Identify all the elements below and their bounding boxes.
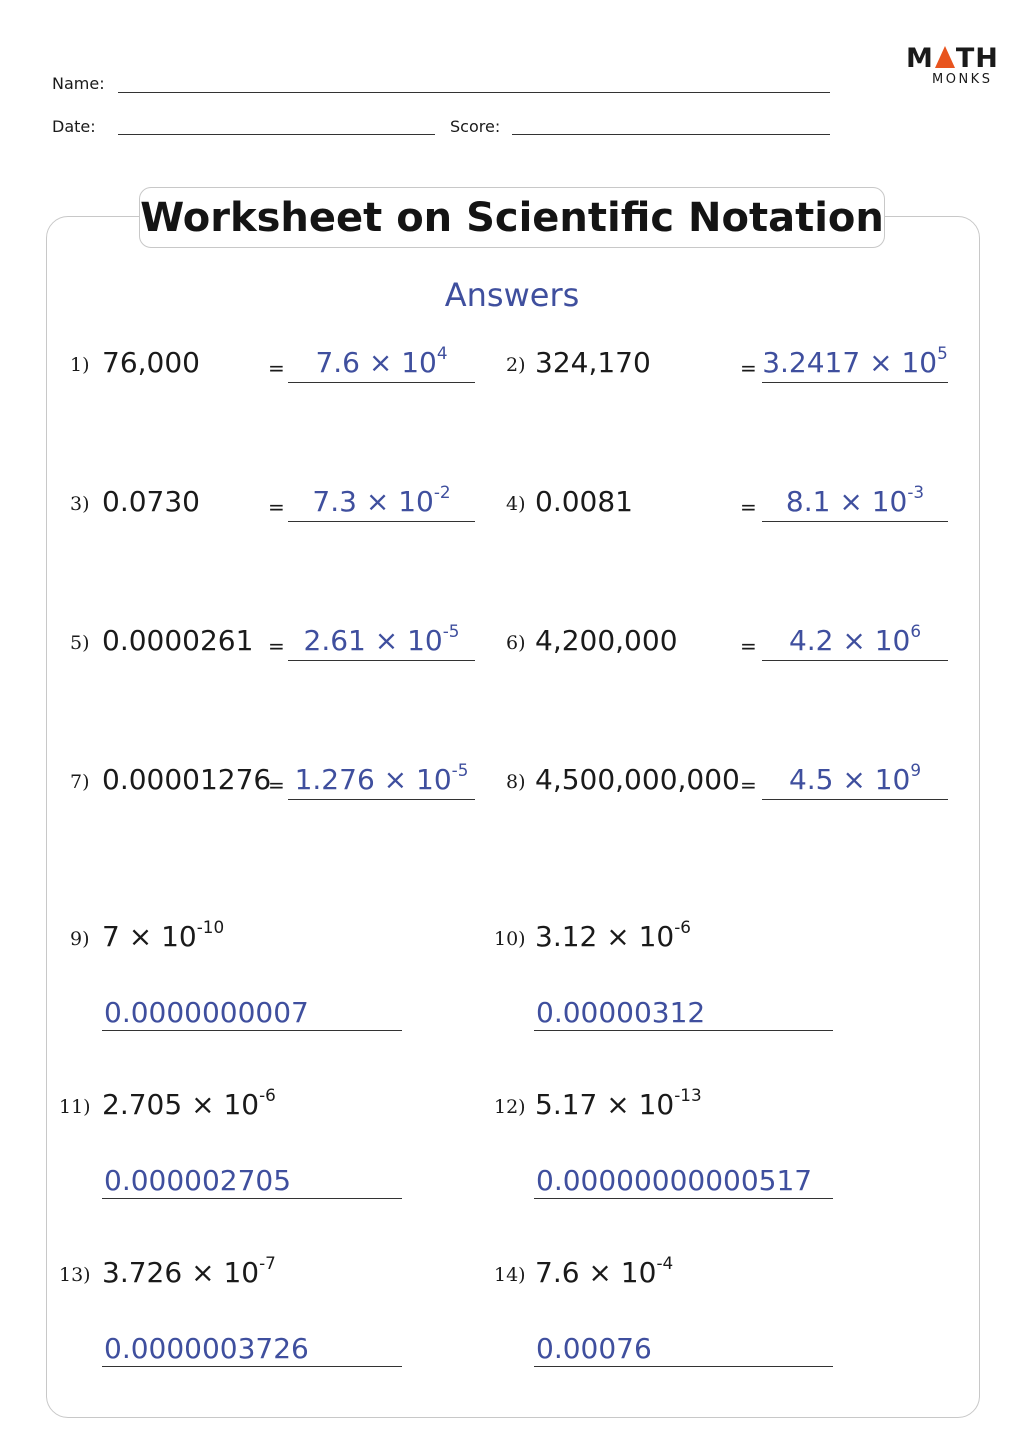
question-times: × xyxy=(182,1088,224,1121)
score-label: Score: xyxy=(450,117,501,136)
answer-value xyxy=(762,343,948,379)
answer-times: × xyxy=(860,346,902,379)
question-number: 3) xyxy=(70,493,90,515)
title-box xyxy=(139,187,885,248)
equals-sign: = xyxy=(740,773,757,797)
answer-base: 10 xyxy=(401,346,437,379)
answer-value xyxy=(288,482,475,518)
question-number: 5) xyxy=(70,632,90,654)
question-text: 0.0000261 xyxy=(102,624,254,657)
answer-times: × xyxy=(830,485,872,518)
date-label: Date: xyxy=(52,117,96,136)
logo-m: M xyxy=(906,43,934,74)
page-title: Worksheet on Scientific Notation xyxy=(140,194,884,241)
answer-line[interactable] xyxy=(288,382,475,383)
logo-triangle-icon xyxy=(935,46,955,68)
answer-exponent: -5 xyxy=(451,760,469,781)
answer-base: 10 xyxy=(901,346,938,379)
answer-exponent: 5 xyxy=(937,343,948,364)
question-times: × xyxy=(119,920,162,953)
question-number: 8) xyxy=(506,771,526,793)
question-number: 13) xyxy=(59,1264,91,1286)
question-number: 2) xyxy=(506,354,526,376)
question-mantissa: 5.17 xyxy=(535,1088,598,1121)
answer-line[interactable] xyxy=(102,1366,402,1367)
answer-line[interactable] xyxy=(534,1366,833,1367)
answer-mantissa: 7.3 xyxy=(312,485,357,518)
answer-mantissa: 2.61 xyxy=(303,624,366,657)
answer-value xyxy=(762,621,948,657)
question-mantissa: 7 xyxy=(102,920,120,953)
question-mantissa: 3.12 xyxy=(535,920,598,953)
answer-line[interactable] xyxy=(762,382,948,383)
logo-monks: MONKS xyxy=(932,72,993,87)
question-mantissa: 3.726 xyxy=(102,1256,183,1289)
answer-mantissa: 1.276 xyxy=(294,763,375,796)
answer-line[interactable] xyxy=(762,521,948,522)
question-exponent: -13 xyxy=(674,1085,702,1106)
answer-times: × xyxy=(356,485,399,518)
question-base: 10 xyxy=(638,920,675,953)
answer-value xyxy=(288,621,475,657)
question-number: 6) xyxy=(506,632,526,654)
answer-times: × xyxy=(833,624,875,657)
answer-base: 10 xyxy=(874,763,911,796)
answer-exponent: 4 xyxy=(436,343,448,364)
question-times: × xyxy=(597,1088,639,1121)
question-exponent: -6 xyxy=(259,1085,276,1106)
question-times: × xyxy=(579,1256,621,1289)
logo-th: TH xyxy=(955,43,999,74)
question-exponent: -4 xyxy=(656,1253,674,1274)
answer-value xyxy=(288,760,475,796)
content-frame xyxy=(46,216,980,1418)
question-text: 4,500,000,000 xyxy=(535,763,740,796)
answer-line[interactable] xyxy=(288,660,475,661)
question-text xyxy=(102,917,225,953)
answer-line[interactable] xyxy=(762,660,948,661)
answer-value xyxy=(288,343,475,379)
answer-value: 0.000002705 xyxy=(104,1164,292,1197)
answer-line[interactable] xyxy=(762,799,948,800)
answer-times: × xyxy=(359,346,402,379)
answer-mantissa: 7.6 xyxy=(315,346,360,379)
answer-line[interactable] xyxy=(288,799,475,800)
name-label: Name: xyxy=(52,74,105,93)
answer-value: 0.0000000007 xyxy=(104,996,309,1029)
date-line[interactable] xyxy=(118,134,435,135)
answer-exponent: -3 xyxy=(907,482,925,503)
question-number: 4) xyxy=(506,493,526,515)
answer-times: × xyxy=(365,624,408,657)
question-text xyxy=(102,1253,276,1289)
answer-value xyxy=(762,482,948,518)
answer-value xyxy=(762,760,948,796)
answer-mantissa: 4.5 xyxy=(788,763,834,796)
question-exponent: -7 xyxy=(259,1253,276,1274)
answer-base: 10 xyxy=(407,624,443,657)
answer-exponent: 9 xyxy=(910,760,922,781)
question-mantissa: 7.6 xyxy=(535,1256,580,1289)
answer-mantissa: 8.1 xyxy=(785,485,831,518)
question-text: 0.00001276 xyxy=(102,763,272,796)
answer-mantissa: 4.2 xyxy=(788,624,834,657)
equals-sign: = xyxy=(268,356,285,380)
answer-line[interactable] xyxy=(102,1030,402,1031)
answer-times: × xyxy=(374,763,417,796)
answer-exponent: 6 xyxy=(910,621,922,642)
question-number: 7) xyxy=(70,771,90,793)
question-text xyxy=(535,917,691,953)
answer-line[interactable] xyxy=(534,1030,833,1031)
question-number: 14) xyxy=(494,1264,526,1286)
question-base: 10 xyxy=(620,1256,657,1289)
equals-sign: = xyxy=(740,634,757,658)
question-text: 4,200,000 xyxy=(535,624,678,657)
question-exponent: -6 xyxy=(674,917,691,938)
answer-times: × xyxy=(833,763,875,796)
equals-sign: = xyxy=(268,495,285,519)
answer-mantissa: 3.2417 xyxy=(762,346,861,379)
question-text xyxy=(102,1085,276,1121)
name-line[interactable] xyxy=(118,92,830,93)
question-text: 324,170 xyxy=(535,346,651,379)
answer-value: 0.00000000000517 xyxy=(536,1164,813,1197)
score-line[interactable] xyxy=(512,134,830,135)
answer-line[interactable] xyxy=(102,1198,402,1199)
answers-heading: Answers xyxy=(444,276,580,314)
question-number: 10) xyxy=(494,928,526,950)
answer-base: 10 xyxy=(398,485,434,518)
question-exponent: -10 xyxy=(196,917,225,938)
question-number: 11) xyxy=(59,1096,91,1118)
equals-sign: = xyxy=(268,773,285,797)
question-number: 12) xyxy=(494,1096,526,1118)
equals-sign: = xyxy=(268,634,285,658)
math-monks-logo xyxy=(906,44,1002,90)
answer-line[interactable] xyxy=(534,1198,833,1199)
equals-sign: = xyxy=(740,356,757,380)
answer-exponent: -5 xyxy=(442,621,460,642)
answer-line[interactable] xyxy=(288,521,475,522)
equals-sign: = xyxy=(740,495,757,519)
answer-value: 0.00076 xyxy=(536,1332,652,1365)
question-base: 10 xyxy=(161,920,197,953)
answer-value: 0.0000003726 xyxy=(104,1332,309,1365)
question-base: 10 xyxy=(223,1256,260,1289)
answer-base: 10 xyxy=(874,624,911,657)
question-number: 1) xyxy=(70,354,90,376)
question-text: 76,000 xyxy=(102,346,200,379)
question-times: × xyxy=(182,1256,224,1289)
question-times: × xyxy=(597,920,639,953)
answer-value: 0.00000312 xyxy=(536,996,706,1029)
question-text xyxy=(535,1085,702,1121)
question-text xyxy=(535,1253,674,1289)
question-text: 0.0081 xyxy=(535,485,633,518)
question-base: 10 xyxy=(223,1088,260,1121)
answer-base: 10 xyxy=(416,763,452,796)
answer-base: 10 xyxy=(871,485,908,518)
answer-exponent: -2 xyxy=(433,482,451,503)
question-number: 9) xyxy=(70,928,90,950)
question-text: 0.0730 xyxy=(102,485,200,518)
question-base: 10 xyxy=(638,1088,675,1121)
question-mantissa: 2.705 xyxy=(102,1088,183,1121)
